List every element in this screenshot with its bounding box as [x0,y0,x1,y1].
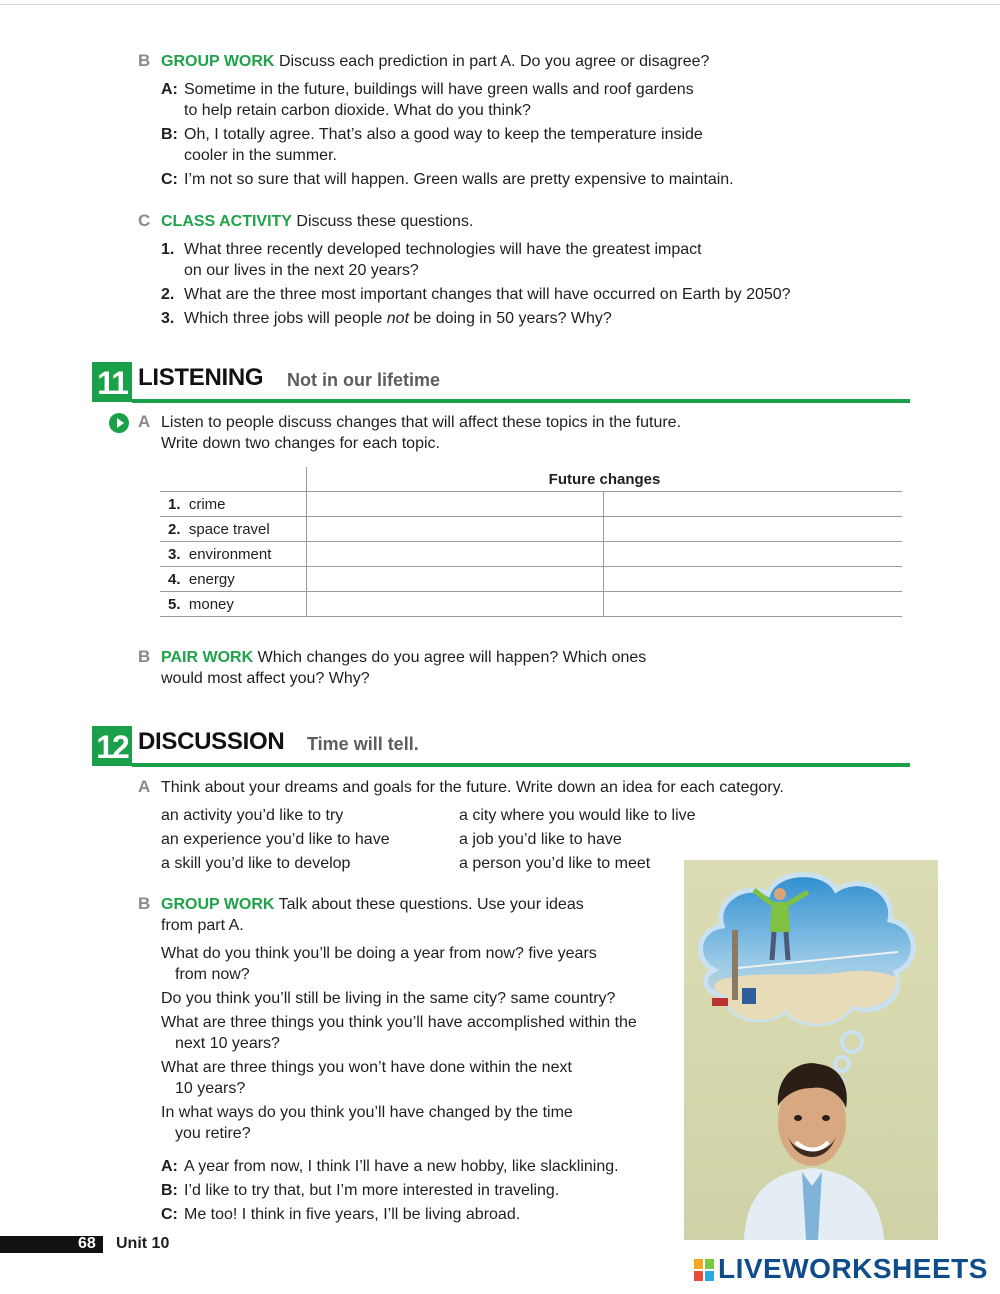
dialog-line: to help retain carbon dioxide. What do you think? [184,102,531,119]
table-header-future-changes: Future changes [307,467,903,492]
question-text: In what ways do you think you’ll have changed by the time [161,1104,573,1121]
answer-cell-2[interactable] [604,542,903,567]
section-title: LISTENING [138,364,264,391]
brand-name: LIVEWORKSHEETS [718,1253,988,1284]
instruction-text: Discuss these questions. [296,213,474,230]
table-row [160,492,902,517]
dialog-line: cooler in the summer. [184,147,337,164]
section-title: DISCUSSION [138,728,285,755]
question-text-end: be doing in 50 years? Why? [409,310,612,327]
dialog-line: I’m not so sure that will happen. Green walls are pretty expensive to maintain. [184,171,734,188]
play-circle-icon[interactable] [109,413,129,433]
row-number: 4. [168,570,181,588]
liveworksheets-logo-icon [694,1259,714,1281]
section-number: 12 [92,726,132,766]
instruction-text: Discuss each prediction in part A. Do you agree or disagree? [278,53,710,70]
future-changes-table [160,467,902,617]
speaker-a: A: [161,1158,178,1175]
question-number: 2. [161,286,175,303]
row-topic: energy [188,570,235,588]
row-number: 3. [168,545,181,563]
row-topic: crime [188,495,226,513]
speaker-c: C: [161,171,178,188]
question-text [184,308,612,329]
unit-label: Unit 10 [116,1235,170,1252]
group-work-line [161,894,584,915]
category-item: a skill you’d like to develop [161,855,351,872]
table-header-empty [160,467,307,492]
activity-label: GROUP WORK [161,896,275,913]
dialog-line: A year from now, I think I’ll have a new hobby, like slacklining. [184,1158,619,1175]
answer-cell-2[interactable] [604,567,903,592]
section-12-header [92,726,910,766]
instruction-text: Listen to people discuss changes that will affect these topics in the future. [161,414,682,431]
question-text: Do you think you’ll still be living in the same city? same country? [161,990,616,1007]
section-number: 11 [92,362,132,402]
table-row [160,517,902,542]
question-number: 3. [161,310,175,327]
question-text: next 10 years? [175,1035,280,1052]
question-text: What are the three most important changes that will have occurred on Earth by 2050? [184,286,791,303]
section-subtitle: Time will tell. [307,734,419,754]
section-rule [132,399,910,403]
part-letter: A [138,412,151,431]
part-letter: B [138,894,151,913]
row-number: 1. [168,495,181,513]
part-letter: A [138,777,151,796]
question-text: What do you think you’ll be doing a year from now? five years [161,945,597,962]
question-text: you retire? [175,1125,251,1142]
part-letter: C [138,211,151,230]
category-item: an activity you’d like to try [161,807,344,824]
answer-cell-1[interactable] [307,567,604,592]
instruction-text: Talk about these questions. Use your ideas [278,896,584,913]
category-item: an experience you’d like to have [161,831,390,848]
question-text-start: Which three jobs will people [184,310,387,327]
speaker-b: B: [161,126,178,143]
instruction-text: Write down two changes for each topic. [161,435,440,452]
instruction-text: Think about your dreams and goals for the future. Write down an idea for each category. [161,779,784,796]
topic-cell [160,567,307,592]
question-text: What are three things you won’t have done within the next [161,1059,572,1076]
section-subtitle: Not in our lifetime [287,370,440,390]
row-number: 5. [168,595,181,613]
answer-cell-2[interactable] [604,492,903,517]
instruction-text: would most affect you? Why? [161,670,370,687]
row-topic: space travel [188,520,270,538]
part-letter: B [138,647,151,666]
topic-cell [160,592,307,617]
answer-cell-2[interactable] [604,517,903,542]
topic-cell [160,492,307,517]
row-number: 2. [168,520,181,538]
activity-label: PAIR WORK [161,649,254,666]
table-header-row [160,467,902,492]
question-text: What are three things you think you’ll have accomplished within the [161,1014,637,1031]
section-rule [132,763,910,767]
part-letter: B [138,51,151,70]
speaker-b: B: [161,1182,178,1199]
activity-label: CLASS ACTIVITY [161,213,292,230]
pair-work-line [161,647,646,668]
daydream-photo [684,860,938,1240]
instruction-text: from part A. [161,917,244,934]
dialog-line: Sometime in the future, buildings will have green walls and roof gardens [184,81,694,98]
question-text: 10 years? [175,1080,246,1097]
speaker-c: C: [161,1206,178,1223]
thought-cloud-illustration [684,860,938,1240]
answer-cell-1[interactable] [307,592,604,617]
table-row [160,542,902,567]
instruction-text: Which changes do you agree will happen? Which ones [257,649,647,666]
section-11-header [92,362,910,402]
row-topic: environment [188,545,272,563]
activity-label: GROUP WORK [161,53,275,70]
topic-cell [160,542,307,567]
top-divider [0,4,1000,5]
question-text: on our lives in the next 20 years? [184,262,419,279]
category-item: a job you’d like to have [459,831,622,848]
question-number: 1. [161,241,175,258]
question-text: What three recently developed technologies will have the greatest impact [184,241,702,258]
row-topic: money [188,595,234,613]
answer-cell-1[interactable] [307,542,604,567]
speaker-a: A: [161,81,178,98]
dialog-line: Oh, I totally agree. That’s also a good way to keep the temperature inside [184,126,703,143]
question-emphasis: not [386,310,410,327]
category-item: a person you’d like to meet [459,855,651,872]
dialog-line: Me too! I think in five years, I’ll be living abroad. [184,1206,521,1223]
category-item: a city where you would like to live [459,807,696,824]
table-row [160,567,902,592]
answer-cell-2[interactable] [604,592,903,617]
answer-cell-1[interactable] [307,517,604,542]
dialog-line: I’d like to try that, but I’m more interested in traveling. [184,1182,560,1199]
answer-cell-1[interactable] [307,492,604,517]
topic-cell [160,517,307,542]
page-number: 68 [78,1235,96,1252]
part-c-instruction-line [161,211,473,232]
table-row [160,592,902,617]
question-text: from now? [175,966,250,983]
part-b-instruction-line [161,51,709,72]
